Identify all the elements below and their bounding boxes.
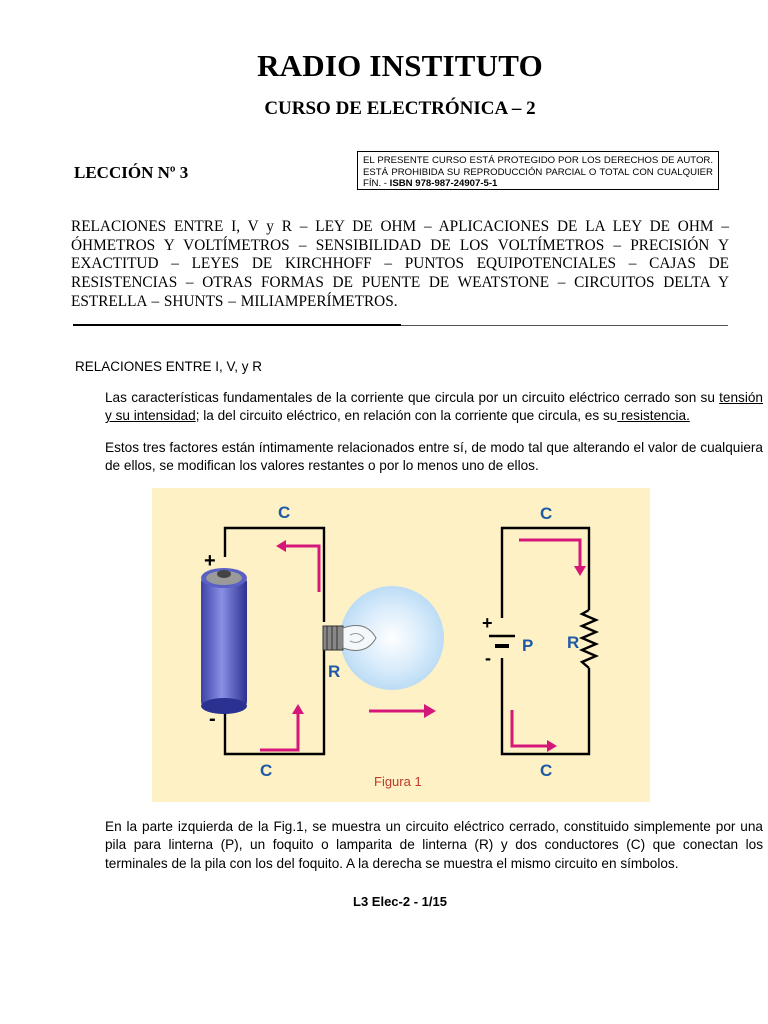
current-arrow-bottom-left bbox=[260, 714, 298, 750]
label-c-bottom-left: C bbox=[260, 761, 273, 780]
section-heading: RELACIONES ENTRE I, V, y R bbox=[75, 359, 263, 374]
battery-minus-sign: - bbox=[209, 708, 216, 730]
symbol-minus-sign: - bbox=[485, 648, 491, 668]
divider-thin bbox=[401, 325, 728, 326]
copyright-notice bbox=[357, 151, 719, 190]
course-subtitle: CURSO DE ELECTRÓNICA – 2 bbox=[264, 98, 536, 119]
label-p: P bbox=[522, 636, 534, 655]
figure-caption: Figura 1 bbox=[374, 774, 422, 789]
current-arrow-top-left bbox=[286, 546, 319, 592]
resistor-symbol bbox=[582, 610, 596, 668]
label-r-right: R bbox=[567, 633, 580, 652]
symbol-plus-sign: + bbox=[482, 613, 493, 633]
lesson-topics: RELACIONES ENTRE I, V y R – LEY DE OHM – APLICACIONES DE LA LEY DE OHM – ÓHMETROS Y VOLTÍMETROS – SENSIBILIDAD DE LOS VOLTÍMETROS – PRECISIÓN Y EXACTITUD – LEYES DE KIRCHHOFF – PUNTOS EQUIPOTENCIALES – CAJAS DE RESISTENCIAS – OTRAS FORMAS DE PUENTE DE WEATSTONE – CIRCUITOS DELTA Y ESTRELLA – SHUNTS – MILIAMPERÍMETROS. bbox=[71, 218, 729, 310]
paragraph-1 bbox=[71, 389, 763, 426]
p1-part-c: ; la del circuito eléctrico, en relación con la corriente que circula, es su bbox=[195, 408, 618, 424]
page-footer: L3 Elec-2 - 1/15 bbox=[353, 894, 447, 909]
bulb-icon bbox=[323, 586, 444, 690]
label-c-bottom-right: C bbox=[540, 761, 553, 780]
isbn: ISBN 978-987-24907-5-1 bbox=[389, 178, 498, 189]
lesson-number: LECCIÓN Nº 3 bbox=[74, 163, 189, 182]
current-arrow-top-right bbox=[519, 540, 580, 566]
figure-1 bbox=[152, 488, 650, 802]
document-title: RADIO INSTITUTO bbox=[257, 48, 543, 83]
copyright-text: EL PRESENTE CURSO ESTÁ PROTEGIDO POR LOS DERECHOS DE AUTOR. ESTÁ PROHIBIDA SU REPRODUCCIÓN PARCIAL O TOTAL CON CUALQUIER FÍN. - bbox=[363, 155, 713, 189]
label-r-left: R bbox=[328, 662, 341, 681]
p1-part-a: Las características fundamentales de la corriente que circula por un circuito eléctrico cerrado son su bbox=[105, 390, 720, 405]
p1-underlined-tension: tensión y su intensidad bbox=[105, 390, 763, 424]
circuit-illustration bbox=[152, 488, 650, 802]
label-c-top-left: C bbox=[278, 503, 291, 522]
battery-icon bbox=[201, 568, 247, 714]
current-arrow-bottom-right bbox=[512, 710, 547, 746]
p1-underlined-resistance: resistencia. bbox=[617, 408, 690, 424]
wire-right-bottom bbox=[502, 658, 589, 754]
divider-bold bbox=[73, 324, 401, 326]
battery-plus-sign: + bbox=[204, 550, 216, 572]
paragraph-2: Estos tres factores están íntimamente relacionados entre sí, de modo tal que alterando el valor de cualquiera de ellos, se modifican los valores restantes o por lo menos uno de ellos. bbox=[105, 440, 763, 474]
paragraph-3: En la parte izquierda de la Fig.1, se muestra un circuito eléctrico cerrado, constituido simplemente por una pila para linterna (P), un foquito o lamparita de linterna (R) y dos conductores (C) que conectan los terminales de la pila con los del foquito. A la derecha se muestra el mismo circuito en símbolos. bbox=[105, 819, 763, 871]
label-c-top-right: C bbox=[540, 504, 553, 523]
